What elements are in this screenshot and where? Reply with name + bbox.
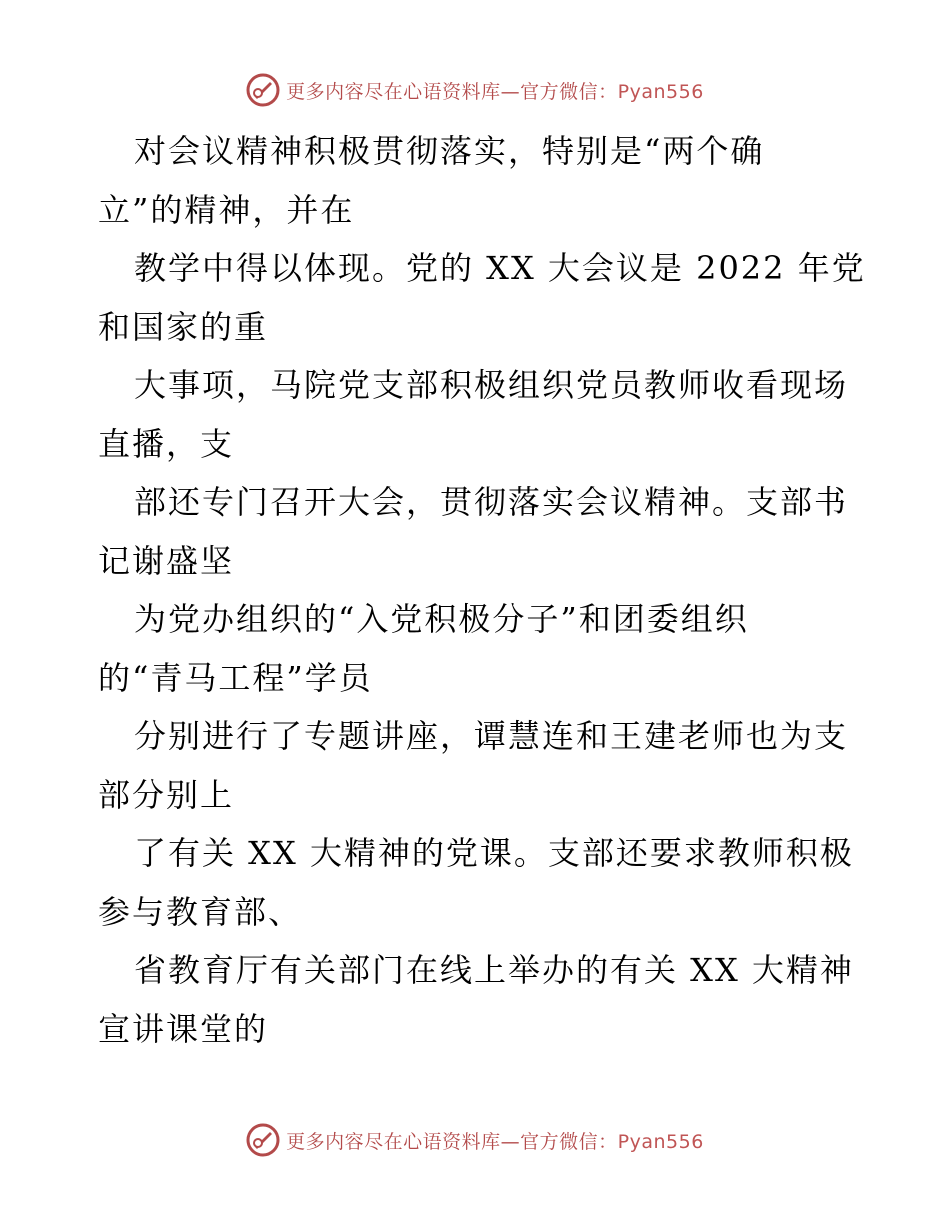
footer-watermark <box>0 1122 950 1158</box>
paragraph-line: 和国家的重 <box>98 307 269 346</box>
quill-logo-icon <box>246 73 280 107</box>
paragraph-line: 对会议精神积极贯彻落实，特别是“两个确 <box>134 132 765 170</box>
paragraph-line: 大事项，马院党支部积极组织党员教师收看现场 <box>134 366 849 404</box>
header-watermark <box>0 72 950 108</box>
paragraph-line: 的“青马工程”学员 <box>98 658 373 697</box>
paragraph-line: 参与教育部、 <box>98 892 303 931</box>
paragraph-line: 了有关 XX 大精神的党课。支部还要求教师积极 <box>134 834 854 872</box>
paragraph-line: 部还专门召开大会，贯彻落实会议精神。支部书 <box>134 483 849 521</box>
paragraph-line: 教学中得以体现。党的 XX 大会议是 2022 年党 <box>134 249 866 287</box>
quill-logo-icon <box>246 1123 280 1157</box>
paragraph-line: 宣讲课堂的 <box>98 1009 269 1048</box>
watermark-text: 更多内容尽在心语资料库—官方微信：Pyan556 <box>286 80 704 103</box>
watermark-wechat-id: Pyan556 <box>617 1130 704 1153</box>
paragraph-line: 记谢盛坚 <box>98 541 235 580</box>
watermark-text: 更多内容尽在心语资料库—官方微信：Pyan556 <box>286 1130 704 1153</box>
paragraph-line: 部分别上 <box>98 775 235 814</box>
paragraph-line: 省教育厅有关部门在线上举办的有关 XX 大精神 <box>134 951 854 989</box>
paragraph-line: 为党办组织的“入党积极分子”和团委组织 <box>134 600 749 638</box>
paragraph-line: 立”的精神，并在 <box>98 190 355 229</box>
paragraph-line: 分别进行了专题讲座，谭慧连和王建老师也为支 <box>134 717 849 755</box>
document-body <box>98 122 866 1058</box>
watermark-wechat-id: Pyan556 <box>617 80 704 103</box>
paragraph-line: 直播，支 <box>98 424 235 463</box>
